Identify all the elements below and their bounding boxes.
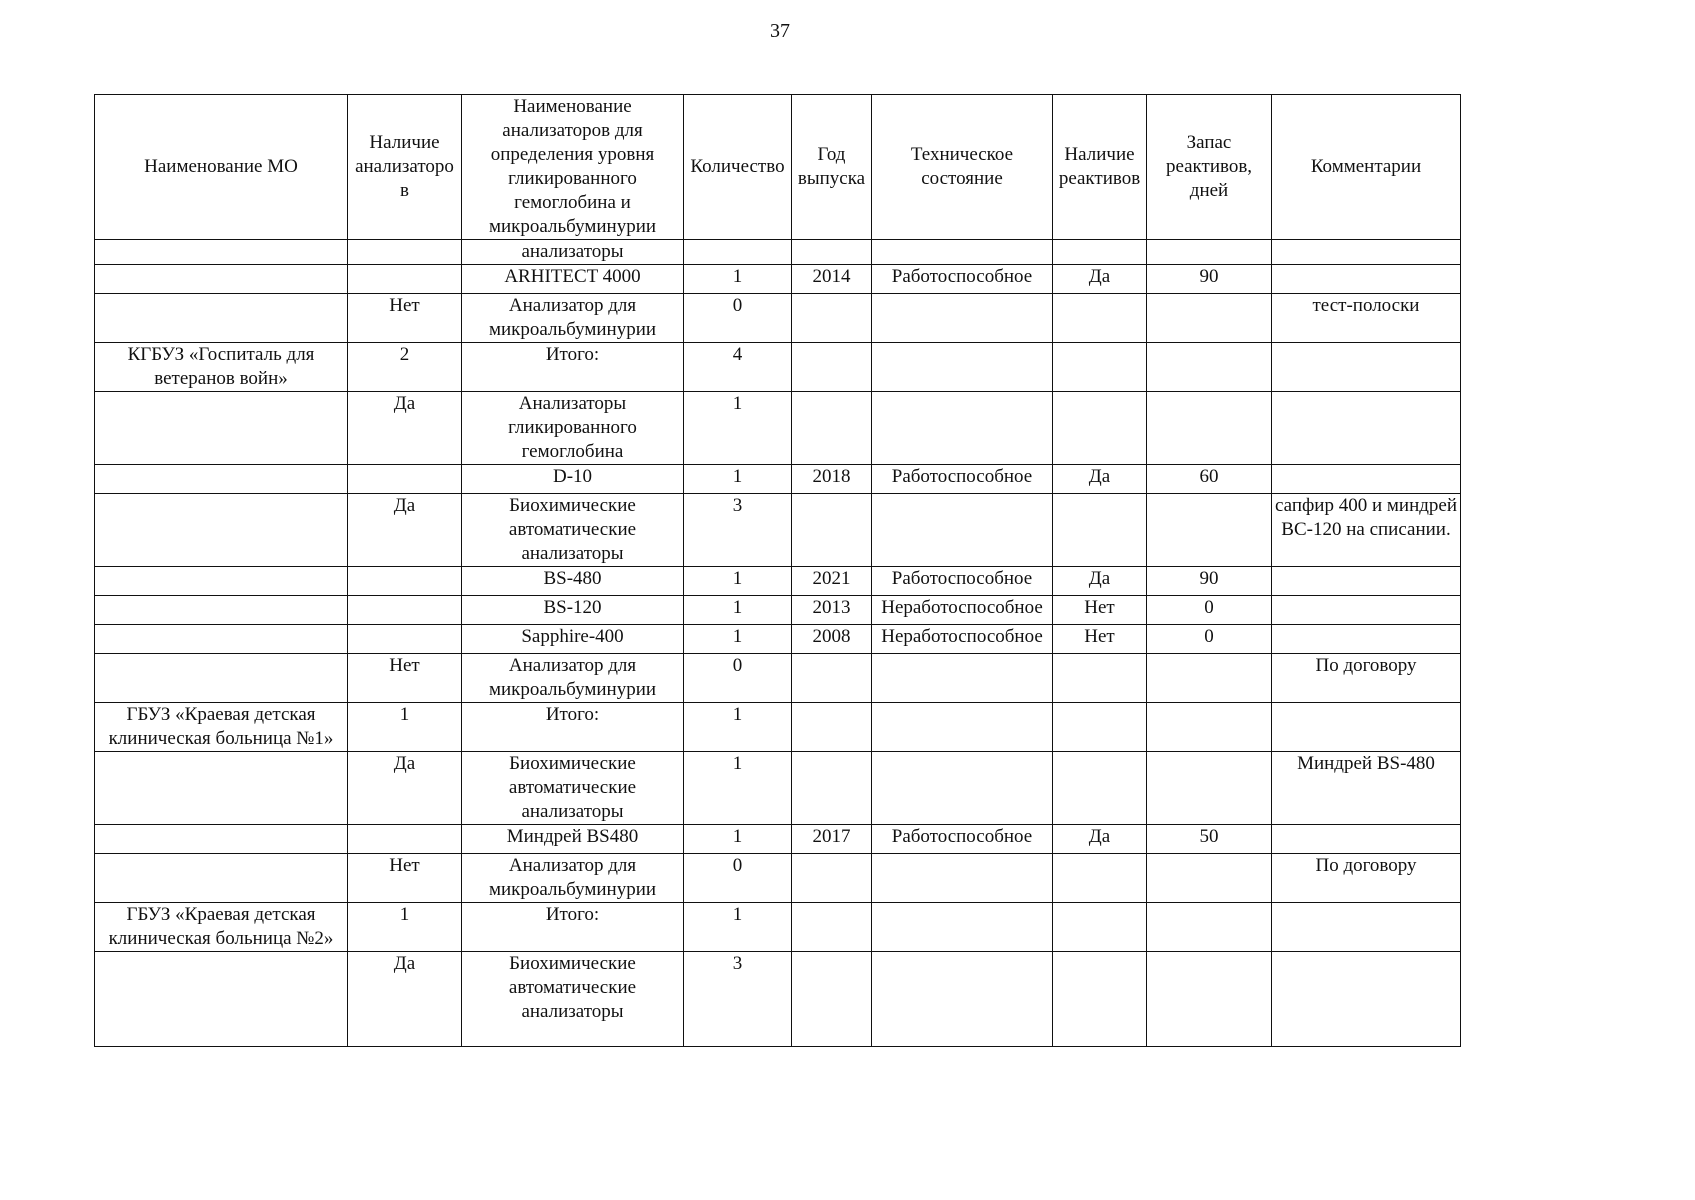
table-row (95, 465, 1461, 494)
cell-stock (1147, 703, 1272, 752)
cell-stock: 0 (1147, 625, 1272, 654)
cell-mo (95, 596, 348, 625)
cell-year (792, 703, 872, 752)
cell-analyzer-name: Итого: (462, 703, 684, 752)
cell-year (792, 854, 872, 903)
cell-presence: Нет (348, 294, 462, 343)
cell-comment (1272, 625, 1461, 654)
cell-quantity: 1 (684, 752, 792, 825)
cell-comment (1272, 596, 1461, 625)
cell-analyzer-name: Биохимические автоматические анализаторы (462, 752, 684, 825)
cell-stock: 90 (1147, 567, 1272, 596)
cell-stock: 0 (1147, 596, 1272, 625)
cell-analyzer-name: Анализатор для микроальбуминурии (462, 294, 684, 343)
cell-mo (95, 654, 348, 703)
cell-stock (1147, 494, 1272, 567)
page-number: 37 (770, 20, 790, 42)
cell-comment (1272, 703, 1461, 752)
table-row (95, 854, 1461, 903)
cell-reagents: Нет (1053, 625, 1147, 654)
cell-reagents (1053, 392, 1147, 465)
cell-stock (1147, 240, 1272, 265)
cell-quantity: 1 (684, 903, 792, 952)
cell-analyzer-name: Итого: (462, 343, 684, 392)
cell-quantity: 1 (684, 703, 792, 752)
cell-condition (872, 703, 1053, 752)
table-row (95, 752, 1461, 825)
cell-presence (348, 465, 462, 494)
cell-year (792, 903, 872, 952)
cell-comment: Миндрей BS-480 (1272, 752, 1461, 825)
cell-mo (95, 625, 348, 654)
cell-quantity: 1 (684, 265, 792, 294)
header-analyzer-name: Наименование анализаторов для определения уровня гликированного гемоглобина и микроальбуминурии (462, 95, 684, 240)
cell-presence: 1 (348, 903, 462, 952)
cell-analyzer-name: D-10 (462, 465, 684, 494)
cell-condition: Неработоспособное (872, 596, 1053, 625)
table-row (95, 343, 1461, 392)
cell-reagents (1053, 952, 1147, 1047)
cell-condition: Работоспособное (872, 265, 1053, 294)
cell-condition: Работоспособное (872, 825, 1053, 854)
cell-stock (1147, 654, 1272, 703)
header-comment: Комментарии (1272, 95, 1461, 240)
cell-presence: Да (348, 392, 462, 465)
cell-mo (95, 265, 348, 294)
cell-year (792, 294, 872, 343)
table-header (95, 95, 1461, 240)
cell-year (792, 494, 872, 567)
cell-year: 2013 (792, 596, 872, 625)
table-body (95, 240, 1461, 1047)
cell-analyzer-name: Итого: (462, 903, 684, 952)
table-row (95, 903, 1461, 952)
cell-mo (95, 825, 348, 854)
cell-presence: Да (348, 494, 462, 567)
header-mo: Наименование МО (95, 95, 348, 240)
cell-quantity: 1 (684, 825, 792, 854)
cell-reagents (1053, 294, 1147, 343)
cell-condition: Работоспособное (872, 465, 1053, 494)
cell-quantity: 1 (684, 567, 792, 596)
cell-analyzer-name: ARHITECT 4000 (462, 265, 684, 294)
cell-reagents (1053, 240, 1147, 265)
cell-comment (1272, 567, 1461, 596)
table-row (95, 567, 1461, 596)
table-row (95, 625, 1461, 654)
cell-quantity: 1 (684, 625, 792, 654)
cell-presence (348, 240, 462, 265)
cell-stock (1147, 752, 1272, 825)
cell-mo (95, 392, 348, 465)
cell-analyzer-name: Биохимические автоматические анализаторы (462, 952, 684, 1047)
cell-analyzer-name: BS-480 (462, 567, 684, 596)
cell-reagents: Да (1053, 825, 1147, 854)
cell-stock (1147, 343, 1272, 392)
cell-presence: Да (348, 952, 462, 1047)
cell-year (792, 654, 872, 703)
cell-reagents (1053, 854, 1147, 903)
cell-presence: 1 (348, 703, 462, 752)
cell-condition (872, 392, 1053, 465)
cell-mo: КГБУЗ «Госпиталь для ветеранов войн» (95, 343, 348, 392)
header-reagents: Наличие реактивов (1053, 95, 1147, 240)
cell-comment (1272, 952, 1461, 1047)
table-row (95, 825, 1461, 854)
table-row (95, 392, 1461, 465)
cell-year (792, 952, 872, 1047)
cell-comment: По договору (1272, 854, 1461, 903)
cell-year (792, 343, 872, 392)
table-row (95, 494, 1461, 567)
cell-analyzer-name: Анализатор для микроальбуминурии (462, 654, 684, 703)
cell-stock (1147, 903, 1272, 952)
header-presence: Наличие анализаторо в (348, 95, 462, 240)
cell-comment (1272, 392, 1461, 465)
cell-reagents (1053, 752, 1147, 825)
cell-year (792, 240, 872, 265)
cell-mo (95, 494, 348, 567)
cell-reagents: Да (1053, 265, 1147, 294)
cell-presence: Нет (348, 654, 462, 703)
table-row (95, 265, 1461, 294)
cell-comment (1272, 265, 1461, 294)
cell-condition (872, 752, 1053, 825)
cell-year (792, 392, 872, 465)
cell-presence (348, 825, 462, 854)
cell-quantity: 1 (684, 465, 792, 494)
cell-mo (95, 752, 348, 825)
header-quantity: Количество (684, 95, 792, 240)
cell-comment (1272, 465, 1461, 494)
cell-year: 2017 (792, 825, 872, 854)
cell-comment (1272, 903, 1461, 952)
cell-quantity: 0 (684, 294, 792, 343)
cell-mo (95, 567, 348, 596)
cell-comment (1272, 343, 1461, 392)
cell-reagents (1053, 343, 1147, 392)
cell-presence (348, 265, 462, 294)
cell-comment: тест-полоски (1272, 294, 1461, 343)
cell-stock (1147, 854, 1272, 903)
table-row (95, 294, 1461, 343)
cell-quantity: 4 (684, 343, 792, 392)
cell-year: 2014 (792, 265, 872, 294)
cell-mo (95, 465, 348, 494)
cell-presence (348, 596, 462, 625)
cell-presence: 2 (348, 343, 462, 392)
cell-analyzer-name: BS-120 (462, 596, 684, 625)
header-condition: Техническое состояние (872, 95, 1053, 240)
analyzers-table (94, 94, 1461, 1047)
cell-mo (95, 240, 348, 265)
cell-analyzer-name: Анализаторы гликированного гемоглобина (462, 392, 684, 465)
cell-analyzer-name: Анализатор для микроальбуминурии (462, 854, 684, 903)
cell-presence: Нет (348, 854, 462, 903)
cell-mo (95, 952, 348, 1047)
cell-mo: ГБУЗ «Краевая детская клиническая больница №2» (95, 903, 348, 952)
cell-stock (1147, 392, 1272, 465)
cell-condition (872, 294, 1053, 343)
table-row (95, 952, 1461, 1047)
cell-condition (872, 494, 1053, 567)
cell-reagents (1053, 654, 1147, 703)
cell-reagents (1053, 903, 1147, 952)
cell-quantity: 1 (684, 392, 792, 465)
cell-reagents (1053, 494, 1147, 567)
cell-analyzer-name: анализаторы (462, 240, 684, 265)
cell-comment: сапфир 400 и миндрей ВС-120 на списании. (1272, 494, 1461, 567)
table-row (95, 703, 1461, 752)
cell-comment (1272, 240, 1461, 265)
header-stock: Запас реактивов, дней (1147, 95, 1272, 240)
cell-reagents: Нет (1053, 596, 1147, 625)
cell-reagents (1053, 703, 1147, 752)
cell-quantity: 3 (684, 494, 792, 567)
cell-year: 2018 (792, 465, 872, 494)
cell-quantity: 1 (684, 596, 792, 625)
cell-stock: 50 (1147, 825, 1272, 854)
cell-quantity: 0 (684, 854, 792, 903)
cell-analyzer-name: Биохимические автоматические анализаторы (462, 494, 684, 567)
cell-reagents: Да (1053, 465, 1147, 494)
cell-stock: 60 (1147, 465, 1272, 494)
cell-condition (872, 240, 1053, 265)
cell-mo: ГБУЗ «Краевая детская клиническая больница №1» (95, 703, 348, 752)
cell-stock: 90 (1147, 265, 1272, 294)
cell-presence: Да (348, 752, 462, 825)
cell-condition (872, 654, 1053, 703)
cell-stock (1147, 294, 1272, 343)
cell-mo (95, 294, 348, 343)
cell-mo (95, 854, 348, 903)
cell-comment (1272, 825, 1461, 854)
table-row (95, 596, 1461, 625)
cell-presence (348, 567, 462, 596)
cell-condition: Неработоспособное (872, 625, 1053, 654)
cell-condition (872, 952, 1053, 1047)
cell-analyzer-name: Sapphire-400 (462, 625, 684, 654)
header-year: Год выпуска (792, 95, 872, 240)
cell-condition (872, 903, 1053, 952)
table-row (95, 654, 1461, 703)
cell-quantity (684, 240, 792, 265)
cell-year: 2021 (792, 567, 872, 596)
cell-year (792, 752, 872, 825)
cell-presence (348, 625, 462, 654)
table-row (95, 240, 1461, 265)
cell-stock (1147, 952, 1272, 1047)
cell-condition (872, 854, 1053, 903)
cell-analyzer-name: Миндрей BS480 (462, 825, 684, 854)
cell-comment: По договору (1272, 654, 1461, 703)
cell-year: 2008 (792, 625, 872, 654)
cell-quantity: 3 (684, 952, 792, 1047)
cell-quantity: 0 (684, 654, 792, 703)
cell-condition (872, 343, 1053, 392)
cell-condition: Работоспособное (872, 567, 1053, 596)
cell-reagents: Да (1053, 567, 1147, 596)
